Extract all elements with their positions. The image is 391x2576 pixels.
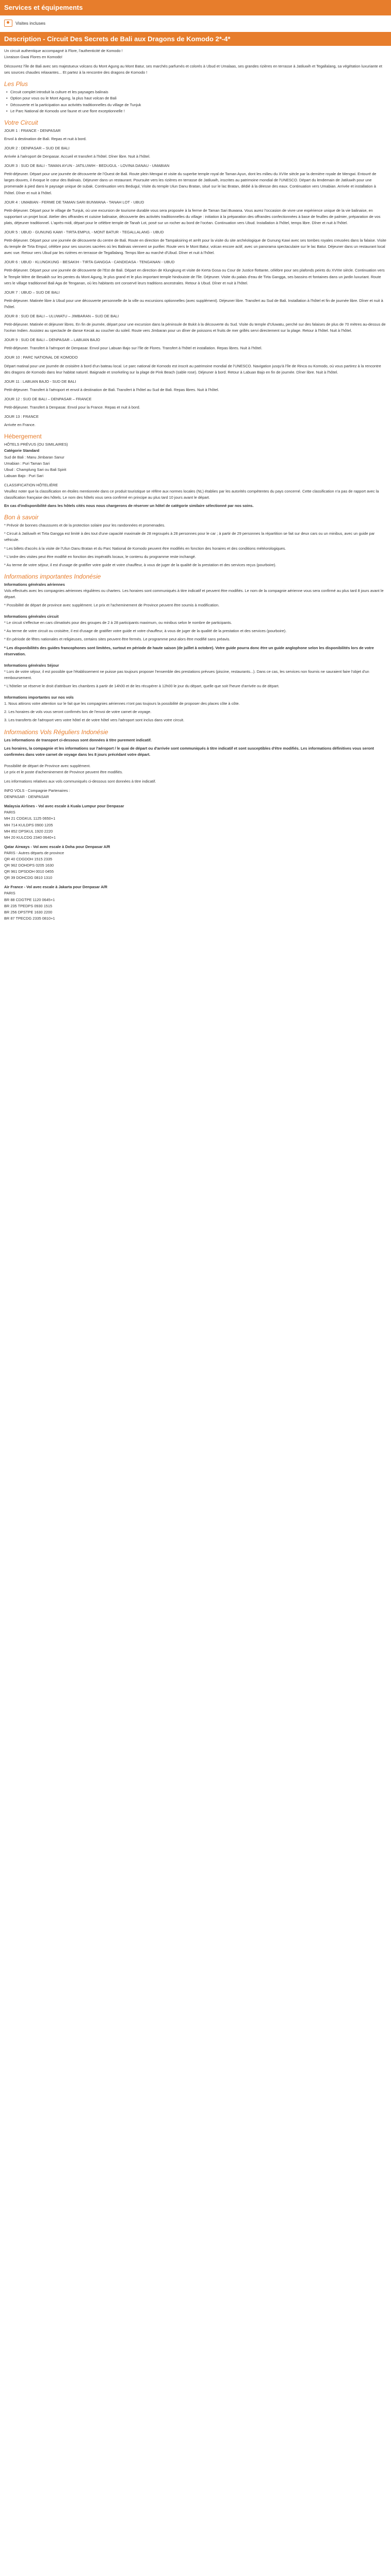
day-block [4,199,387,226]
day-block [4,337,387,351]
vols-body [4,737,387,922]
hebergement-body [4,442,387,509]
day-body: Petit-déjeuner. Départ pour une journée de découverte de l'Ouest de Bali. Route plein Mengwi et visite du superbe temple royal de Taman Ayun, dont les milieu du XVIIe siècle par la dernière royale de Mengwi. Entouré de larges douves, il évoque le cœur des Balinais. Déjeuner dans un restaurant. Poursuite vers les rizières en terrasse de Jatiluwih, inscrites au patrimoine mondial de l'UNESCO. Départ du lendemain de Jatiluwih pour une promenade à pied dans le paysage unique de subak. Continuation vers Bedugul, Visite du temple Ulun Danu Bratan, situé sur le lac Bratan, dédié à la déesse des eaux. Continuation vers Umabian. Arrivée et installation à l'hôtel. Dîner et nuit à l'hôtel. [4,172,377,195]
vols-line: QR 40 CDGDOH 1515 2335 [4,857,53,861]
vols-line: BR 87 TPECDG 2335 0810+1 [4,916,55,921]
bonsavoir-line: * Les billets d'accès à la visite de l'Ulun Danu Bratan et du Parc National de Komodo peuvent être modifiés en fonction des horaires et des conditions météorologiques. [4,546,286,551]
hotel-line: En cas d'indisponibilité dans les hôtels cités nous nous chargerons de réserver un hôtel de catégorie similaire sélectionné par nos soins. [4,503,254,509]
day-title: JOUR 8 : SUD DE BALI – ULUWATU – JIMBARAN – SUD DE BALI [4,314,119,318]
infos-line: Informations générales circuit [4,614,59,619]
intro-line: Un circuit authentique accompagné à Flore, l'authenticité de Komodo ! [4,48,123,53]
vols-line: QR 39 DOHCDG 0810 1310 [4,875,53,880]
hotel-line: HÔTELS PRÉVUS (OU SIMILAIRES) [4,442,68,447]
vols-line: Air France - Vol avec escale à Jakarta pour Denpasar A/R [4,885,108,890]
bonsavoir-body [4,522,387,568]
hotel-line: Sud de Bali : Manu Jimbaran Sanur [4,454,64,460]
content [0,48,391,922]
bonsavoir-line: * Au terme de votre séjour, il est d'usage de gratifier votre guide et votre chauffeur, à vous de juger de la qualité de la prestation et des services reçus (pourboire). [4,562,276,567]
plus-list [4,89,387,114]
day-title: JOUR 6 : UBUD - KLUNGKUNG - BESAKIH - TIRTA GANGGA - CANDIDASA - TENGANAN - UBUD [4,260,175,265]
day-body: Petit-déjeuner. Matinée et déjeuner libres. En fin de journée, départ pour une excursion dans la péninsule de Bukit à la découverte du Sud. Visite du temple d'Uluwatu, perché sur des falaises de plus de 70 mètres au-dessus de l'océan Indien. Assistez au spectacle de danse Kecak au coucher du soleil. Route vers Jimbaran pour un dîner de poissons et fruits de mer grillés servi directement sur la plage. Retour à l'hôtel. Nuit à l'hôtel. [4,322,386,333]
vols-line: Le prix et le poste d'acheminement de Province peuvent être modifiés. [4,769,123,774]
vols-line: BR 88 CDGTPE 1120 0645+1 [4,897,55,902]
infos-body [4,582,387,724]
intro-paragraph: Découvrez l'île de Bali avec ses majestueux volcans du Mont Agung au Mont Batur, ses marchés parfumés et colorés à Ubud et Umalaas, ses grandes rizières en terrasse à Jatiluwih et Tegallalang, sa végétation luxuriante et ses sources chaudes relaxantes... Et partez à la rencontre des dragons de Komodo ! [4,64,382,75]
infos-line: 3. Les transferts de l'aéroport vers votre hôtel et de votre hôtel vers l'aéroport sont inclus dans votre circuit. [4,718,185,723]
day-title: JOUR 7 : UBUD – SUD DE BALI [4,290,60,295]
day-body: Petit-déjeuner. Transfert à l'aéroport et envol à destination de Bali. Transfert à l'hôtel au Sud de Bali. Repas libres. Nuit à l'hôtel. [4,387,219,392]
vols-line: Malaysia Airlines - Vol avec escale à Kuala Lumpur pour Denpasar [4,804,124,809]
vols-intro: Les informations de transport ci-dessous sont données à titre purement indicatif. [4,737,152,742]
day-block [4,313,387,334]
visits-row [0,15,391,31]
hotel-line: Catégorie Standard [4,448,40,453]
hotel-line: Umabian : Puri Taman Sari [4,461,50,466]
day-body: Petit-déjeuner. Matinée libre à Ubud pour une découverte personnelle de la ville ou excursions optionnelles (avec supplément). Déjeuner libre. Transfert au Sud de Bali. Installation à l'hôtel et fin de journée libre. Dîner et nuit à l'hôtel. [4,298,383,309]
intro [4,48,387,76]
day-title: JOUR 9 : SUD DE BALI – DENPASAR – LABUAN BAJO [4,337,100,343]
day-title: JOUR 4 : UMABIAN - FERME DE TAMAN SARI BUNWANA - TANAH LOT - UBUD [4,199,144,205]
day-body: Arrivée à l'aéroport de Denpasar. Accueil et transfert à l'hôtel. Dîner libre. Nuit à l'hôtel. [4,154,151,159]
infos-line: * Les disponibilités des guides francophones sont limitées, surtout en période de haute saison (de juillet à octobre). Votre guide pourra donc être un guide anglophone selon les disponibilités lors de votre réservation. [4,645,374,656]
infos-line: Informations générales aériennes [4,582,65,587]
section-title-services: Services et équipements [0,0,391,15]
day-body: Envol à destination de Bali. Repas et nuit à bord. [4,136,87,141]
plus-item: • Découverte et la participation aux activités traditionnelles du village de Tunjuk [4,102,387,108]
circuit-days [4,128,387,429]
vols-line: Possibilité de départ de Province avec supplément. [4,763,91,768]
day-title: JOUR 13 : FRANCE [4,414,39,419]
circuit-title: Votre Circuit [4,118,38,126]
day-block [4,229,387,256]
bonsavoir-title: Bon à savoir [4,514,39,521]
plus-item: • Option pour vous ou le Mont Agung, la plus haut volcan de Bali [4,95,387,101]
infos-title: Informations importantes Indonésie [4,572,101,580]
infos-line: Vols effectués avec les compagnies aériennes régulières ou charters. Les horaires sont communiqués à titre indicatif et peuvent être modifiés. Le nom de la compagnie aérienne vous sera confirmé au plus tard 8 jours avant le départ. [4,588,384,599]
infos-line: * En période de fêtes nationales et religieuses, certains sites peuvent être fermés. Le programme peut alors être modifié sans préavis. [4,637,231,642]
vols-line: QR 962 DOHDPS 0205 1630 [4,863,54,868]
infos-line: * Possibilité de départ de province avec supplément. Le prix et l'acheminement de Province peuvent être soumis à modification. [4,603,220,608]
vols-line: QR 961 DPSDOH 0010 0455 [4,869,54,874]
day-block [4,163,387,196]
vols-line: PARIS - Autres départs de province [4,850,64,855]
infos-line: * Lors de votre séjour, il est possible que l'établissement ne puisse pas toujours proposer l'ensemble des prestations prévues (piscine, restaurants...). Dans ce cas, les services non fournis ne sauraient faire l'objet d'un remboursement. [4,669,369,680]
hotel-line: Labuan Bajo : Puri Sari [4,473,44,478]
plus-title: Les Plus [4,80,28,88]
infos-line: Informations importantes sur nos vols [4,695,74,700]
day-body: Petit-déjeuner. Transfert à Denpasar. Envol pour la France. Repas et nuit à bord. [4,405,140,410]
day-body: Petit-déjeuner. Départ pour le village de Tunjuk, où une excursion de tourisme durable vous sera proposée à la ferme de Taman Sari Buwana. Vous aurez l'occasion de vivre une expérience unique de la vie balinaise, en supportant un projet local. Atelier des offrandes et cuisine balinaise, découverte des activités traditionnelles du village : initiation à la préparation des offrandes confectionnées à base de feuilles de palmier, préparation de vos plats, déjeuner traditionnel. L'après-midi, départ pour le célèbre temple de Tanah Lot, posé sur un rocher au bord de l'océan. Continuation vers Ubud. Installation à l'hôtel, temps libre. Dîner et nuit à l'hôtel. [4,208,381,225]
day-body: Arrivée en France. [4,422,36,428]
camera-icon [4,20,12,27]
day-block [4,290,387,310]
page [0,0,391,922]
day-block [4,145,387,160]
vols-line: DENPASAR - DENPASAR [4,794,49,800]
day-title: JOUR 2 : DENPASAR – SUD DE BALI [4,145,70,150]
infos-line: * Au terme de votre circuit ou croisière, il est d'usage de gratifier votre guide et votre chauffeur, à vous de juger de la qualité de la prestation et des services (pourboire). [4,629,287,634]
visits-label: Visites incluses [15,21,45,26]
plus-item: • Circuit complet introduit la culture et les paysages balinais [4,89,387,95]
day-body: Petit-déjeuner. Départ pour une journée de découverte du centre de Bali. Route en direction de Tampaksiring et arrêt pour la visite du site archéologique de Gunung Kawi avec ses tombes royales creusées dans la falaise. Visite du temple de Tirta Empul, célèbre pour ses sources sacrées où les Balinais viennent se purifier. Route vers le Mont Batur, volcan encore actif, avec un panorama spectaculaire sur le lac Batur. Déjeuner dans un restaurant local avec vue. Retour vers Ubud par les rizières en terrasse de Tegallalang. Temps libre au marché d'Ubud. Dîner et nuit à l'hôtel. [4,238,386,256]
day-body: Petit-déjeuner. Départ pour une journée de découverte de l'Est de Bali. Départ en direction de Klungkung et visite de Kerta Gosa ou Cour de Justice flottante, célèbre pour ses plafonds peints du XVIIIe siècle. Continuation vers le Temple Mère de Besakih sur les pentes du Mont Agung, le plus grand et le plus important temple hindouiste de l'île. Déjeuner. Visite du palais d'eau de Tirta Gangga, ses bassins et fontaines dans un jardin luxuriant. Route vers le village traditionnel Bali Aga de Tenganan, où les habitants ont conservé leurs traditions ancestrales. Retour à Ubud. Dîner et nuit à l'hôtel. [4,268,385,285]
vols-line: MH 20 KULCDG 2340 0640+1 [4,835,56,840]
day-block [4,259,387,286]
hebergement-title: Hébergement [4,433,42,440]
bonsavoir-line: * L'ordre des visites peut être modifié en fonction des impératifs locaux, le contenu du programme reste inchangé. [4,554,196,559]
vols-line: PARIS [4,891,15,896]
vols-line: BR 235 TPEDPS 0930 1515 [4,903,53,908]
vols-line: MH 21 CDGKUL 1125 0650+1 [4,816,56,821]
day-block [4,414,387,428]
bonsavoir-line: * Prévoir de bonnes chaussures et de la protection solaire pour les randonnées et promenades. [4,523,166,528]
vols-line: Les informations relatives aux vols communiqués ci-dessous sont données à titre indicatif. [4,778,156,784]
vols-line: PARIS [4,810,15,815]
day-title: JOUR 3 : SUD DE BALI - TAMAN AYUN - JATILUWIH - BEDUGUL - LOVINA DANAU - UMABIAN [4,163,170,168]
day-body: Départ matinal pour une journée de croisière à bord d'un bateau local. Le parc national de Komodo est inscrit au patrimoine mondial de l'UNESCO. Navigation jusqu'à l'île de Rinca ou Komodo, où vous partirez à la rencontre des dragons de Komodo dans leur habitat naturel. Baignade et snorkeling sur la plage de Pink Beach (sable rose). Déjeuner à bord. Retour à Labuan Bajo en fin de journée. Dîner libre. Nuit à l'hôtel. [4,363,381,375]
vols-title: Informations Vols Réguliers Indonésie [4,728,108,736]
vols-line: INFO VOLS - Compagnie Partenaires : [4,788,70,793]
day-title: JOUR 5 : UBUD - GUNUNG KAWI - TIRTA EMPUL - MONT BATUR - TEGALLALANG - UBUD [4,229,164,234]
infos-line: * Le circuit s'effectue en cars climatisés pour des groupes de 2 à 28 participants maximum, ou minibus selon le nombre de participants. [4,620,232,625]
day-block [4,379,387,393]
day-title: JOUR 1 : FRANCE - DENPASAR [4,128,61,133]
infos-line: Informations générales Séjour [4,663,59,668]
infos-line: 2. Les horaires de vols vous seront confirmés lors de l'envoi de votre carnet de voyage. [4,709,152,715]
description-title: Description - Circuit Des Secrets de Bali aux Dragons de Komodo 2*-4* [0,32,391,46]
bonsavoir-line: * Circuit à Jatiluwih et Tirta Gangga est limité à des tout d'une capacité maximale de 28 regroupés à 28 personnes pour le car ; à partir de 29 personnes la répartition se fait sur deux cars ou un minibus, avec un guide par véhicule. [4,531,375,543]
vols-line: MH 852 DPSKUL 1920 2220 [4,828,53,834]
vols-line: MH 714 KULDPS 0900 1205 [4,822,53,827]
vols-line: Les horaires, la compagnie et les informations sur l'aéroport / le quai de départ ou d'arrivée sont communiqués à titre indicatif et sont susceptibles d'être modifiés. Les informations définitives vous seront confirmées dans votre carnet de voyage dans les 8 jours précédant votre départ. [4,745,374,757]
day-block [4,396,387,411]
infos-line: * L'hôtelier se réserve le droit d'attribuer les chambres à partir de 14h00 et de les récupérer à 12h00 le jour du départ, quelle que soit l'heure d'arrivée ou de départ. [4,684,280,689]
infos-line: 1. Nous attirons votre attention sur le fait que les compagnies aériennes n'ont pas toujours la possibilité de proposer des places côte à côte. [4,701,240,706]
day-body: Petit-déjeuner. Transfert à l'aéroport de Denpasar. Envol pour Labuan Bajo sur l'île de Flores. Transfert à l'hôtel et installation. Repas libres. Nuit à l'hôtel. [4,346,263,351]
intro-line: Livraison Gwai Flores en Komodo! [4,55,62,60]
vols-line: Qatar Airways - Vol avec escale à Doha pour Denpasar A/R [4,844,110,849]
day-block [4,128,387,142]
plus-item: • Le Parc National de Komodo une faune et une flore exceptionnelle ! [4,108,387,114]
hotel-line: Ubud : Champlung Sari ou Bali Spirit [4,467,67,472]
day-title: JOUR 11 : LABUAN BAJO - SUD DE BALI [4,379,76,384]
day-block [4,354,387,375]
day-title: JOUR 12 : SUD DE BALI – DENPASAR – FRANCE [4,396,92,401]
hotel-line: Veuillez noter que la classification en étoiles mentionnée dans ce produit touristique se réfère aux normes locales (NL) établies par les autorités compétentes du pays concerné. Cette classification n'a pas de rapport avec la classification française des hôtels. Le nom des hôtels vous sera confirmé en principe au plus tard 10 jours avant le départ. [4,488,379,500]
hotel-line: CLASSIFICATION HÔTELIÈRE [4,482,58,487]
vols-line: BR 256 DPSTPE 1630 2200 [4,909,53,914]
day-title: JOUR 10 : PARC NATIONAL DE KOMODO [4,355,78,360]
